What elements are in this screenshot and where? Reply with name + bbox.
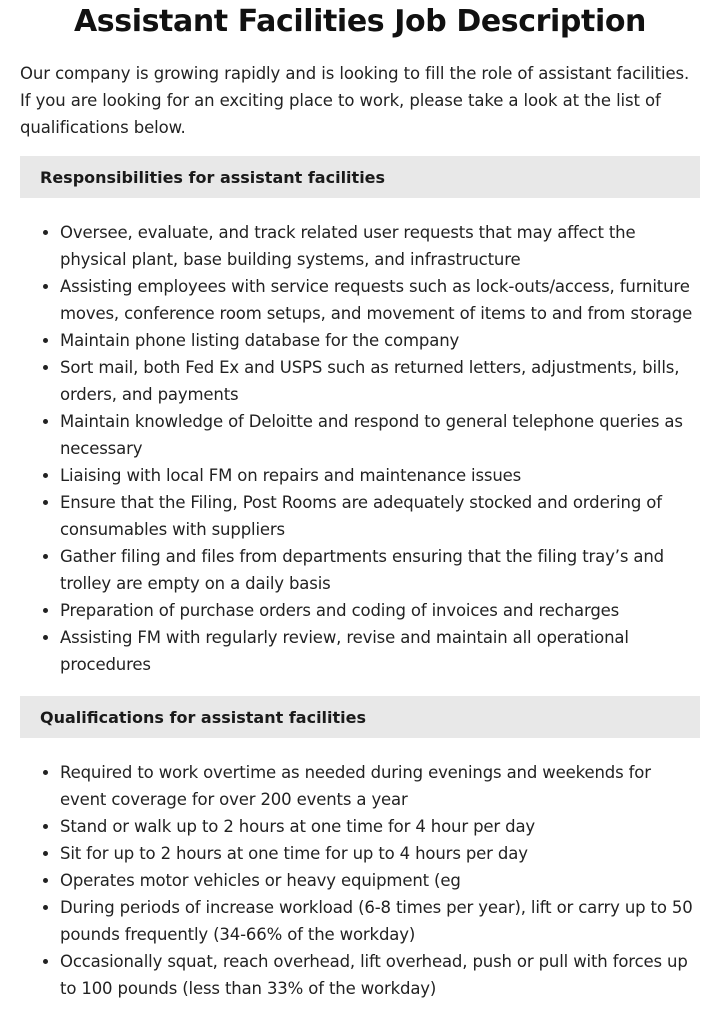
list-item: Operates motor vehicles or heavy equipment (eg <box>60 867 700 894</box>
list-item: Assisting employees with service requests such as lock-outs/access, furniture moves, conference room setups, and movement of items to and from storage <box>60 273 700 327</box>
list-item: Required to work overtime as needed during evenings and weekends for event coverage for over 200 events a year <box>60 759 700 813</box>
page-title: Assistant Facilities Job Description <box>73 4 646 39</box>
list-item: Oversee, evaluate, and track related user requests that may affect the physical plant, base building systems, and infrastructure <box>60 219 700 273</box>
qualifications-heading: Qualifications for assistant facilities <box>20 696 700 738</box>
list-item: Maintain knowledge of Deloitte and respond to general telephone queries as necessary <box>60 408 700 462</box>
list-item: Sort mail, both Fed Ex and USPS such as returned letters, adjustments, bills, orders, and payments <box>60 354 700 408</box>
list-item: Ensure that the Filing, Post Rooms are adequately stocked and ordering of consumables with suppliers <box>60 489 700 543</box>
list-item: Liaising with local FM on repairs and maintenance issues <box>60 462 700 489</box>
list-item: Occasionally squat, reach overhead, lift overhead, push or pull with forces up to 100 pounds (less than 33% of the workday) <box>60 948 700 1002</box>
list-item: Gather filing and files from departments ensuring that the filing tray’s and trolley are empty on a daily basis <box>60 543 700 597</box>
responsibilities-list <box>20 219 700 678</box>
qualifications-list <box>20 759 700 1002</box>
list-item: Stand or walk up to 2 hours at one time for 4 hour per day <box>60 813 700 840</box>
intro-paragraph: Our company is growing rapidly and is looking to fill the role of assistant facilities. If you are looking for an exciting place to work, please take a look at the list of qualifications below. <box>20 64 690 137</box>
list-item: Preparation of purchase orders and coding of invoices and recharges <box>60 597 700 624</box>
list-item: Sit for up to 2 hours at one time for up to 4 hours per day <box>60 840 700 867</box>
list-item: During periods of increase workload (6-8 times per year), lift or carry up to 50 pounds frequently (34-66% of the workday) <box>60 894 700 948</box>
responsibilities-heading: Responsibilities for assistant facilities <box>20 156 700 198</box>
list-item: Maintain phone listing database for the company <box>60 327 700 354</box>
list-item: Assisting FM with regularly review, revise and maintain all operational procedures <box>60 624 700 678</box>
